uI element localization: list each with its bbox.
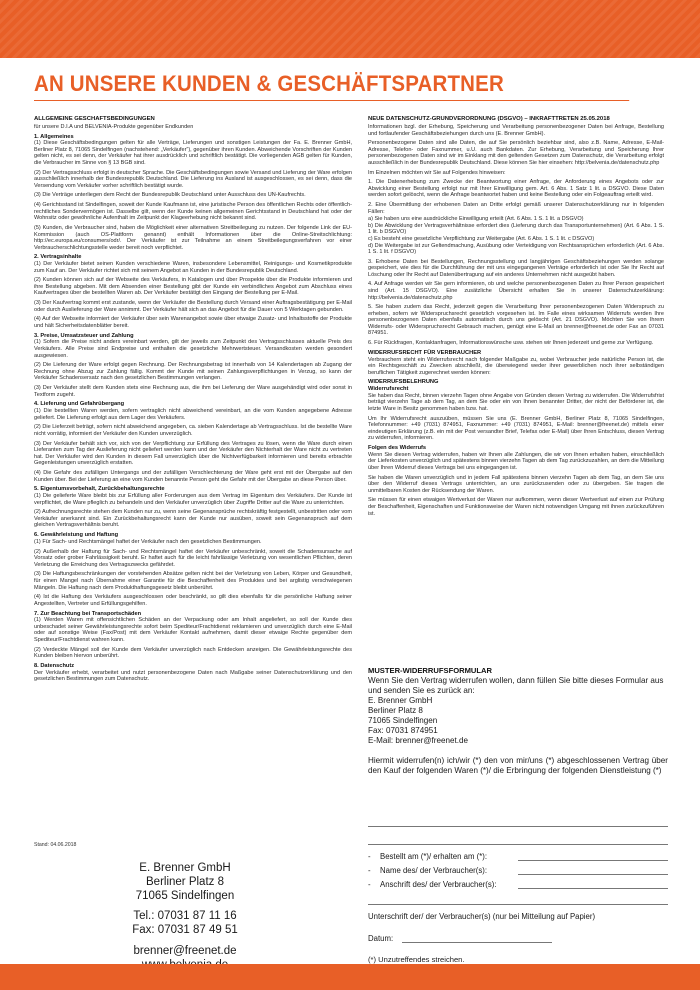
- agb-paragraph: (1) Die gelieferte Ware bleibt bis zur Erfüllung aller Forderungen aus dem Vertrag im Eigentum des Verkäufers. Der Kunde ist verpflichtet, die Ware pfleglich zu behandeln und den Verkäufer unverzüglich über Zugriffe Dritter auf die Ware zu unterrichten.: [34, 493, 352, 506]
- agb-paragraph: (3) Die Haftungsbeschränkungen der vorstehenden Absätze gelten nicht bei der Verletzung von Leben, Körper und Gesundheit, für einen Mangel nach Übernahme einer Garantie für die Beschaffenheit des Produktes und bei arglistig verschwiegenen Mängeln. Die Haftung nach dem Produkthaftungsgesetz bleibt unberührt.: [34, 571, 352, 591]
- widerruf-heading: WIDERRUFSRECHT FÜR VERBRAUCHER: [368, 349, 482, 356]
- dsgvo-paragraph: Personenbezogene Daten sind alle Daten, die auf Sie persönlich beziehbar sind, also z.B. Name, Adresse, E-Mail-Adresse, Telefon- oder Faxnummer, u.U. auch Bankdaten. Zur Erhebung, Verarbeitung und Speicherung Ihrer personenbezogenen Daten sind wir im Einklang mit den geltenden Gesetzen zum Datenschutz, die Verarbeitung erfolgt ausschließlich in der Bundesrepublik Deutschland. Diese können Sie hier einsehen: http://belvenia.de/datenschutz.php: [368, 140, 664, 166]
- date-line: [402, 942, 552, 943]
- dsgvo-sublist: [368, 216, 664, 255]
- muster-address-line: E-Mail: brenner@freenet.de: [368, 736, 468, 745]
- agb-section-title: 7. Zur Beachtung bei Transportschäden: [34, 610, 142, 617]
- dsgvo-subitem: d) Die Weitergabe ist zur Geltendmachung, Ausübung oder Verteidigung von Rechtsansprüchen erforderlich (Art. 6 Abs. 1 S. 1 lit. f DSGVO): [368, 242, 664, 256]
- goods-line[interactable]: [368, 826, 668, 827]
- agb-paragraph: (3) Der Verkäufer stellt dem Kunden stets eine Rechnung aus, die ihm bei Lieferung der Ware ausgehändigt wird oder sonst in Textform zugeht.: [34, 385, 352, 398]
- agb-section-title: 2. Vertragsinhalte: [34, 254, 82, 261]
- ordered-line: [518, 860, 668, 861]
- top-color-band: [0, 0, 700, 58]
- agb-section-title: 4. Lieferung und Gefahrübergang: [34, 401, 125, 408]
- company-contact: [60, 862, 310, 973]
- ordered-label: Bestellt am (*)/ erhalten am (*):: [380, 852, 488, 861]
- dsgvo-subitem: b) Die Abwicklung der Vertragsverhältnisse erfordert dies (Lieferung durch das Transportunternehmen) (Art. 6 Abs. 1 S. 1 lit. b DSGVO): [368, 222, 664, 236]
- muster-title: MUSTER-WIDERRUFSFORMULAR: [368, 666, 493, 675]
- dsgvo-column: [368, 116, 664, 656]
- dsgvo-paragraph: Informationen bzgl. der Erhebung, Speicherung und Verarbeitung personenbezogener Daten bei Anfrage, Bestellung und fortlaufender Geschäftsbeziehungen durch uns (E. Brenner GmbH).: [368, 124, 664, 137]
- agb-section-title: 1. Allgemeines: [34, 133, 74, 140]
- widerruf-belehrung-title: WIDERRUFSBELEHRUNG: [368, 379, 439, 386]
- ordered-field[interactable]: - Bestellt am (*)/ erhalten am (*):: [368, 852, 668, 861]
- agb-paragraph: (2) Die Lieferung der Ware erfolgt gegen Rechnung. Der Rechnungsbetrag ist innerhalb von 14 Kalendertagen ab Zugang der Rechnung ohne Abzug zur Zahlung fällig. Kommt der Kunde mit seinen Zahlungsverpflichtungen in Verzug, so kann der Verkäufer Schadensersatz nach den gesetzlichen Bestimmungen verlangen.: [34, 362, 352, 382]
- bottom-color-band: [0, 964, 700, 990]
- company-tel: Tel.: 07031 87 11 16: [133, 910, 237, 923]
- customer-address-label: Anschrift des/ der Verbraucher(s):: [380, 880, 497, 889]
- dsgvo-heading: NEUE DATENSCHUTZ-GRUNDVERORDNUNG (DSGVO) – INKRAFTTRETEN 25.05.2018: [368, 116, 610, 122]
- agb-paragraph: (3) Der Kaufvertrag kommt erst zustande, wenn der Verkäufer die Bestellung durch Versand einer Auftragsbestätigung per E-Mail oder durch Auslieferung der Ware annimmt. Der Verkäufer hält sich an das Angebot für die Dauer von 5 Werktagen gebunden.: [34, 300, 352, 313]
- agb-paragraph: (1) Diese Geschäftsbedingungen gelten für alle Verträge, Lieferungen und sonstigen Leistungen der Fa. E. Brenner GmbH, Berliner Platz 8, 71065 Sindelfingen (nachstehend: „Verkäufer“), gegenüber ihren Kunden. Abweichende Vorschriften der Kunden gelten nicht, es sei denn, der Verkäufer hat ihrer ausdrücklich und schriftlich bestätigt. Die vorliegenden AGB gelten für Kunden, die Verbraucher im Sinne von § 13 BGB sind.: [34, 140, 352, 166]
- dsgvo-subitem: c) Es besteht eine gesetzliche Verpflichtung zur Weitergabe (Art. 6 Abs. 1 S. 1 lit. c DSGVO): [368, 235, 595, 242]
- widerruf-paragraph: Sie müssen für einen etwaigen Wertverlust der Waren nur aufkommen, wenn dieser Wertverlust auf einen zur Prüfung der Beschaffenheit, Eigenschaften und Funktionsweise der Waren nicht notwendigen Umgang mit ihnen zurückzuführen ist.: [368, 497, 664, 517]
- goods-line[interactable]: [368, 844, 668, 845]
- name-line: [518, 874, 668, 875]
- dsgvo-paragraph: Im Einzelnen möchten wir Sie auf Folgendes hinweisen:: [368, 169, 506, 176]
- dsgvo-item: 3. Erhobene Daten bei Bestellungen, Rechnungsstellung und langjährigen Geschäftsbeziehungen werden solange gespeichert, wie dies für die Durchführung der mit uns eingegangenen Verträge erforderlich ist oder Sie Ihr Recht auf Löschung oder Ihr Recht auf Datenübertragung auf ein anderes Unternehmen nicht ausgeübt haben.: [368, 258, 664, 278]
- agb-section-title: 5. Eigentumsvorbehalt, Zurückbehaltungsrechte: [34, 486, 165, 493]
- agb-paragraph: (4) Die Gefahr des zufälligen Untergangs und der zufälligen Verschlechterung der Ware geht erst mit der Übergabe auf den Kunden über. Bei der Lieferung an eine vom Kunden benannte Person geht die Gefahr mit der Übergabe an diese Person über.: [34, 470, 352, 483]
- widerruf-paragraph: Wenn Sie diesen Vertrag widerrufen, haben wir Ihnen alle Zahlungen, die wir von Ihnen erhalten haben, einschließlich der Lieferkosten unverzüglich und spätestens binnen vierzehn Tagen ab dem Tag zurückzuzahlen, an dem die Mitteilung über Ihren Widerruf dieses Vertrags bei uns eingegangen ist.: [368, 451, 664, 471]
- agb-paragraph: (1) Der Verkäufer bietet seinen Kunden verschiedene Waren, insbesondere Lebensmittel, Reinigungs- und Kosmetikprodukte zum Kauf an. Der Verkäufer richtet sich mit seinem Angebot an Kunden in der Bundesrepublik Deutschland.: [34, 261, 352, 274]
- dsgvo-item: 6. Für Rückfragen, Kontaktanfragen, Informationswünsche usw. stehen wir Ihnen jederzeit und gerne zur Verfügung.: [368, 340, 654, 347]
- agb-column: [34, 116, 352, 752]
- muster-address-line: 71065 Sindelfingen: [368, 716, 438, 725]
- company-fax: Fax: 07031 87 49 51: [132, 924, 238, 937]
- agb-paragraph: (1) Sofern die Preise nicht anders vereinbart werden, gilt der jeweils zum Zeitpunkt des Vertragsschlusses aktuelle Preis des Verkäufers. Alle Preise sind Endpreise und enthalten die gesetzliche Mehrwertsteuer. Versandkosten werden gesondert ausgewiesen.: [34, 339, 352, 359]
- name-field[interactable]: - Name des/ der Verbraucher(s):: [368, 866, 668, 875]
- name-label: Name des/ der Verbraucher(s):: [380, 866, 488, 875]
- muster-form: [368, 666, 668, 776]
- agb-paragraph: (3) Die Verträge unterliegen dem Recht der Bundesrepublik Deutschland unter Ausschluss des UN-Kaufrechts.: [34, 192, 306, 199]
- widerruf-paragraph: Sie haben die Waren unverzüglich und in jedem Fall spätestens binnen vierzehn Tagen ab dem Tag, an dem Sie uns über den Widerruf dieses Vertrags unterrichten, an uns zurückzusenden oder zu übergeben. Sie tragen die unmittelbaren Kosten der Rücksendung der Waren.: [368, 474, 664, 494]
- agb-paragraph: (1) Für Sach- und Rechtsmängel haftet der Verkäufer nach den gesetzlichen Bestimmungen.: [34, 538, 262, 545]
- muster-address-line: Fax: 07031 874951: [368, 726, 438, 735]
- agb-paragraph: (2) Verdeckte Mängel soll der Kunde dem Verkäufer unverzüglich nach Entdecken anzeigen. Die Gewährleistungsrechte des Kunden bleiben hiervon unberührt.: [34, 646, 352, 660]
- dsgvo-item: 5. Sie haben zudem das Recht, jederzeit gegen die Verarbeitung Ihrer personenbezogenen Daten Widerspruch zu erheben, sofern wir Widerspruchsrecht gesetzlich vorgesehen ist. Im Falle eines wirksamen Widerrufs werden Ihre personenbezogenen Daten ebenfalls automatisch durch uns gelöscht (Art. 21 DSGVO). Möchten Sie von Ihrem Widerrufs- oder Widerspruchsrecht Gebrauch machen, genügt eine E-Mail an brenner@freenet.de oder Fax an 07031 874951.: [368, 304, 664, 337]
- dsgvo-item: 4. Auf Anfrage werden wir Sie gern informieren, ob und welche personenbezogenen Daten zu Ihrer Person gespeichert sind (Art. 15 DSGVO). Eine zusätzliche Übersicht erhalten Sie in unserer Datenschutzerklärung: http://belvenia.de/datenschutz.php: [368, 281, 664, 301]
- footnote: (*) Unzutreffendes streichen.: [368, 955, 465, 964]
- widerruf-recht-title: Widerrufsrecht: [368, 386, 409, 393]
- band-stripes: [0, 0, 700, 58]
- agb-paragraph: (4) Gerichtsstand ist Sindelfingen, soweit der Kunde Kaufmann ist, eine juristische Person des öffentlichen Rechts oder öffentlich-rechtliches Sondervermögen ist. Dasselbe gilt, wenn der Kunde keinen allgemeinen Gerichtsstand in Deutschland hat oder der Wohnsitz oder gewöhnliche Aufenthalt im Zeitpunkt der Klageerhebung nicht bekannt sind.: [34, 202, 352, 222]
- agb-paragraph: (1) Die bestellten Waren werden, sofern vertraglich nicht abweichend vereinbart, an die vom Kunden angegebene Adresse geliefert. Die Lieferung erfolgt aus dem Lager des Verkäufers.: [34, 408, 352, 421]
- muster-revoke-text: Hiermit widerrufen(n) ich/wir (*) den von mir/uns (*) abgeschlossenen Vertrag über den Kauf der folgenden Waren (*)/ die Erbringung der folgenden Dienstleistung (*): [368, 756, 668, 776]
- customer-address-field[interactable]: - Anschrift des/ der Verbraucher(s):: [368, 880, 668, 889]
- company-name: E. Brenner GmbH: [139, 862, 231, 874]
- agb-paragraph: (2) Die Lieferzeit beträgt, sofern nicht abweichend angegeben, ca. sieben Kalendertage ab Vertragsschluss. Ist die bestellte Ware nicht vorrätig, informiert der Verkäufer den Kunden unverzüglich.: [34, 424, 352, 437]
- agb-paragraph: (2) Kunden können sich auf der Webseite des Verkäufers, in Katalogen und über Prospekte über die Produkte informieren und ihre Bestellung abgeben. Mit dem Absenden einer Bestellung gibt der Kunde ein verbindliches Angebot zum Abschluss eines Kaufvertrages über die bestellten Waren ab. Der Verkäufer bestätigt den Eingang der Bestellung per E-Mail.: [34, 277, 352, 297]
- agb-paragraph: Der Verkäufer erhebt, verarbeitet und nutzt personenbezogene Daten nach Maßgabe seiner Datenschutzerklärung und den gesetzlichen Bestimmungen zum Datenschutz.: [34, 669, 352, 683]
- agb-paragraph: (2) Aufrechnungsrechte stehen dem Kunden nur zu, wenn seine Gegenansprüche rechtskräftig festgestellt, unbestritten oder vom Verkäufer anerkannt sind. Ein Zurückbehaltungsrecht kann der Kunde nur ausüben, soweit sein Gegenanspruch auf dem gleichen Vertragsverhältnis beruht.: [34, 509, 352, 529]
- widerruf-paragraph: Sie haben das Recht, binnen vierzehn Tagen ohne Angabe von Gründen diesen Vertrag zu widerrufen. Die Widerrufsfrist beträgt vierzehn Tage ab dem Tag, an dem Sie oder ein von Ihnen benannter Dritter, der nicht der Beförderer ist, die letzte Ware in Besitz genommen haben bzw. hat.: [368, 392, 664, 412]
- muster-address-line: E. Brenner GmbH: [368, 696, 433, 705]
- widerruf-paragraph: Verbrauchern steht ein Widerrufsrecht nach folgender Maßgabe zu, wobei Verbraucher jede natürliche Person ist, die ein Rechtsgeschäft zu Zwecken abschließt, die überwiegend weder ihrer gewerblichen noch ihrer selbständigen beruflichen Tätigkeit zugerechnet werden können:: [368, 356, 664, 376]
- signature-line[interactable]: [368, 904, 668, 905]
- agb-stand-date: Stand: 04.06.2018: [34, 842, 77, 848]
- muster-address: [368, 696, 668, 746]
- agb-paragraph: (4) Ist die Haftung des Verkäufers ausgeschlossen oder beschränkt, so gilt dies ebenfalls für die persönliche Haftung seiner Angestellten, Vertreter und Erfüllungsgehilfen.: [34, 594, 352, 607]
- company-city: 71065 Sindelfingen: [135, 889, 235, 902]
- agb-paragraph: (4) Auf der Webseite informiert der Verkäufer über sein Warenangebot sowie über etwaige Zusatz- und Inhaltsstoffe der Produkte und hält Sicherheitsdatenblätter bereit.: [34, 316, 352, 330]
- agb-heading: ALLGEMEINE GESCHÄFTSBEDINGUNGEN: [34, 116, 155, 122]
- agb-section-title: 6. Gewährleistung und Haftung: [34, 532, 119, 539]
- widerruf-folgen-title: Folgen des Widerrufs: [368, 445, 427, 452]
- company-email[interactable]: brenner@freenet.de: [133, 944, 237, 957]
- agb-paragraph: (5) Kunden, die Verbraucher sind, haben die Möglichkeit einer alternativen Streitbeilegung zu nutzen. Der folgende Link der EU-Kommission (auch OS-Plattform genannt) enthält Informationen über die Online-Streitschlichtung: http://ec.europa.eu/consumers/odr/. Der Verkäufer ist zur Teilnahme an einem Streitbeilegungsverfahren vor einer Verbraucherschlichtungsstelle weder bereit noch verpflichtet.: [34, 225, 352, 251]
- date-label: Datum:: [368, 934, 394, 943]
- date-field[interactable]: [368, 934, 668, 943]
- muster-address-line: Berliner Platz 8: [368, 706, 423, 715]
- customer-address-line: [518, 888, 668, 889]
- agb-paragraph: (1) Werden Waren mit offensichtlichen Schäden an der Verpackung oder am Inhalt angeliefert, so soll der Kunde dies unbeschadet seiner Gewährleistungsrechte sofort beim Spediteur/Frachtdienst reklamieren und unverzüglich durch eine E-Mail oder auf sonstige Weise (Fax/Post) mit dem Verkäufer Kontakt aufnehmen, damit dieser etwaige Rechte gegenüber dem Spediteur/Frachtdienst wahren kann.: [34, 617, 352, 643]
- page-title: AN UNSERE KUNDEN & GESCHÄFTSPARTNER: [34, 71, 504, 96]
- company-street: Berliner Platz 8: [146, 875, 224, 888]
- agb-paragraph: (2) Der Vertragsschluss erfolgt in deutscher Sprache. Die Geschäftsbedingungen sowie Versand und Lieferung der Ware erfolgen ausschließlich innerhalb der Bundesrepublik Deutschland. Die Lieferung ins Ausland ist ausgeschlossen, es sei denn, dass die Versendung vom Verkäufer vorher schriftlich bestätigt wurde.: [34, 169, 352, 189]
- agb-paragraph: (2) Außerhalb der Haftung für Sach- und Rechtsmängel haftet der Verkäufer unbeschränkt, soweit die Schadensursache auf Vorsatz oder grober Fahrlässigkeit beruht. Er haftet auch für die leicht fahrlässige Verletzung von wesentlichen Pflichten, deren Verletzung die Erreichung des Vertragszwecks gefährdet.: [34, 548, 352, 568]
- agb-section-title: 8. Datenschutz: [34, 662, 75, 669]
- agb-section-title: 3. Preise, Umsatzsteuer und Zahlung: [34, 332, 134, 339]
- dsgvo-item: 2. Eine Übermittlung der erhobenen Daten an Dritte erfolgt gemäß unserer Datenschutzerklärung nur in folgenden Fällen:: [368, 202, 664, 215]
- widerruf-paragraph: Um Ihr Widerrufsrecht auszuüben, müssen Sie uns (E. Brenner GmbH, Berliner Platz 8, 71065 Sindelfingen, Telefonnummer: +49 (7031) 874951, Faxnummer: +49 (7031) 874951, E-Mail: brenner@freenet.de) mittels einer eindeutigen Erklärung (z.B. ein mit der Post versandter Brief, Telefax oder E-Mail) über Ihren Entschluss, diesen Vertrag zu widerrufen, informieren.: [368, 415, 664, 442]
- dsgvo-subitem: a) Sie haben uns eine ausdrückliche Einwilligung erteilt (Art. 6 Abs. 1 S. 1 lit. a DSGVO): [368, 216, 584, 223]
- dsgvo-item: 1. Die Datenerhebung zum Zwecke der Beantwortung einer Anfrage, der Anforderung eines Angebots oder zur Abwicklung einer Bestellung erfolgt nur mit Ihrer Einwilligung gem. Art. 6 Abs. 1 Satz 1 lit. a DSGVO. Diese Daten werden sofort gelöscht, wenn die Anfrage beantwortet haben und keine Bestellung oder ein Folgeauftrag erteilt wird.: [368, 179, 664, 199]
- agb-paragraph: (3) Der Verkäufer behält sich vor, sich von der Verpflichtung zur Erfüllung des Vertrages zu lösen, wenn die Ware durch einen Lieferanten zum Tag der Auslieferung nicht geliefert werden kann und der Verkäufer den Nichterhalt der Ware nicht zu vertreten hat. Der Verkäufer wird den Kunden in diesem Fall unverzüglich über die Nichtverfügbarkeit informieren und bereits erbrachte Gegenleistungen unverzüglich erstatten.: [34, 440, 352, 467]
- signature-label: Unterschrift der/ der Verbraucher(s) (nur bei Mitteilung auf Papier): [368, 912, 596, 921]
- muster-intro: Wenn Sie den Vertrag widerrufen wollen, dann füllen Sie bitte dieses Formular aus und senden Sie es zurück an:: [368, 676, 664, 695]
- agb-subheading: für unsere D.I.A und BELVENIA-Produkte gegenüber Endkunden: [34, 124, 194, 130]
